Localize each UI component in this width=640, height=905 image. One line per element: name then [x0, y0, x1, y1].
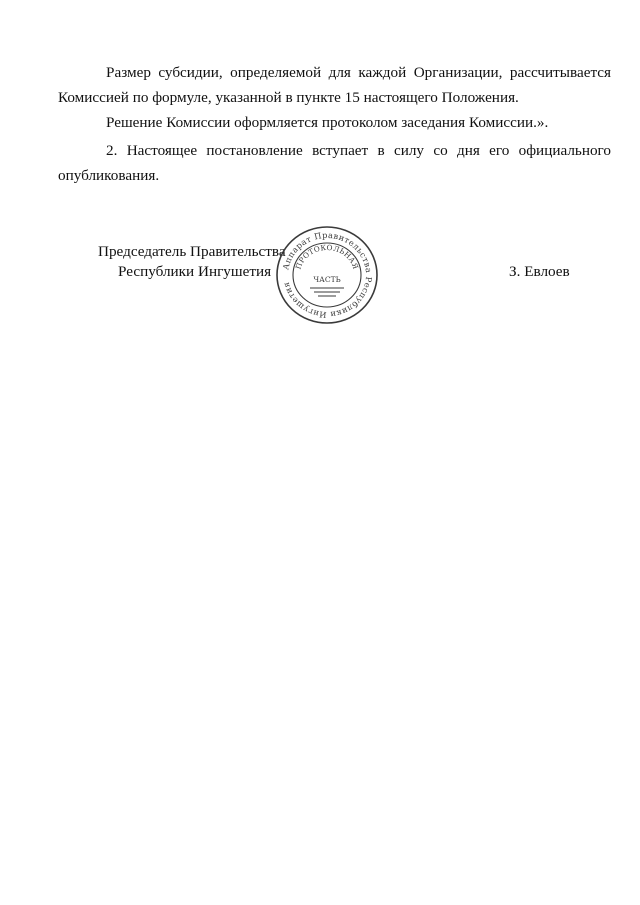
- seal-icon: [274, 224, 380, 326]
- paragraph-subsidy-size: Размер субсидии, определяемой для каждой Организации, рассчитывается Комиссией по формуле, указанной в пункте 15 настоящего Положения.: [58, 64, 611, 106]
- paragraph-effective-date: 2. Настоящее постановление вступает в силу со дня его официального опубликования.: [58, 142, 611, 184]
- signatory-title-line-1: Председатель Правительства: [98, 243, 286, 260]
- svg-text:ЧАСТЬ: ЧАСТЬ: [313, 275, 341, 284]
- signatory-title-line-2: Республики Ингушетия: [118, 263, 272, 280]
- signatory-name: З. Евлоев: [509, 263, 570, 280]
- official-seal-stamp: [274, 224, 380, 326]
- svg-text:ПРОТОКОЛЬНАЯ: ПРОТОКОЛЬНАЯ: [293, 242, 361, 271]
- svg-text:Аппарат Правительства Республи: Аппарат Правительства Республики Ингушетия: [280, 229, 375, 321]
- paragraph-commission-decision: Решение Комиссии оформляется протоколом заседания Комиссии.».: [106, 114, 549, 131]
